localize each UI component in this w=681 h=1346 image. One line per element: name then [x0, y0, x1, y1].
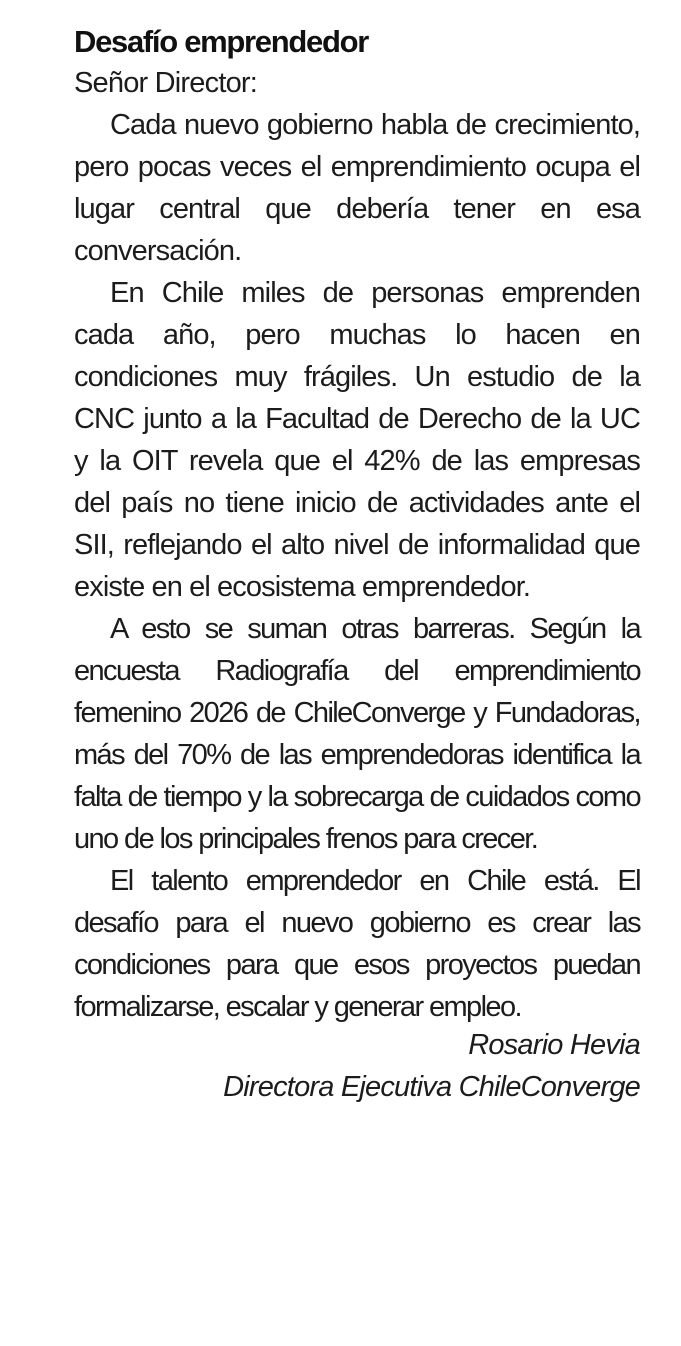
letter-title: Desafío emprendedor	[74, 24, 368, 59]
letter-paragraph-3: A esto se suman otras barreras. Según la encuesta Radiografía del emprendimiento femenino 2026 de ChileConverge y Fundadoras, más del 70% de las emprendedoras identifica la falta de tiempo y la sobrecarga de cuidados como uno de los principales frenos para crecer.	[74, 613, 640, 855]
letter-salutation: Señor Director:	[74, 67, 258, 99]
signature-role: Directora Ejecutiva ChileConverge	[223, 1071, 640, 1103]
letter-body	[74, 104, 640, 1028]
letter-signature	[223, 1024, 640, 1108]
letter-article	[74, 22, 640, 1028]
letter-paragraph-2: En Chile miles de personas emprenden cada año, pero muchas lo hacen en condiciones muy frágiles. Un estudio de la CNC junto a la Facultad de Derecho de la UC y la OIT revela que el 42% de las empresas del país no tiene inicio de actividades ante el SII, reflejando el alto nivel de informalidad que existe en el ecosistema emprendedor.	[74, 277, 640, 603]
signature-name: Rosario Hevia	[468, 1029, 640, 1061]
letter-paragraph-4: El talento emprendedor en Chile está. El desafío para el nuevo gobierno es crear las condiciones para que esos proyectos puedan formalizarse, escalar y generar empleo.	[74, 865, 640, 1023]
letter-paragraph-1: Cada nuevo gobierno habla de crecimiento, pero pocas veces el emprendimiento ocupa el lugar central que debería tener en esa conversación.	[74, 109, 640, 267]
